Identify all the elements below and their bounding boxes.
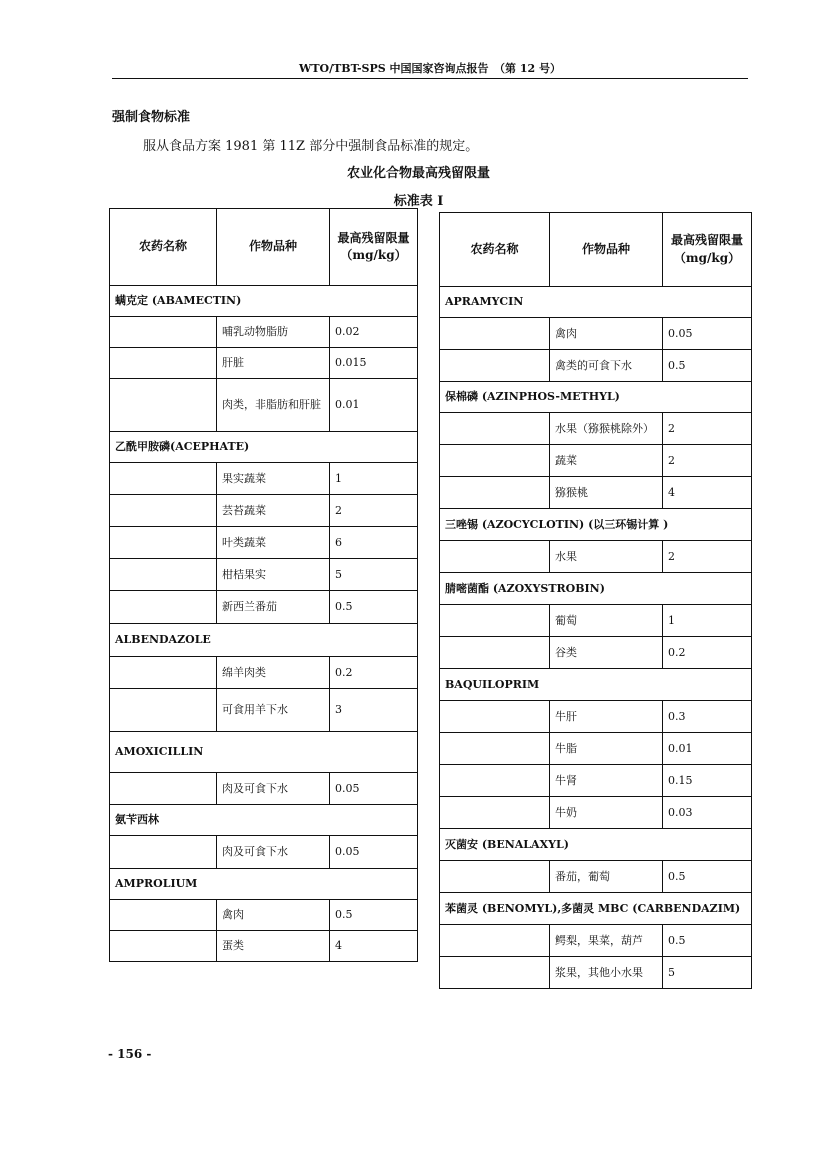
column-header-mrl: 最高残留限量（mg/kg） — [330, 209, 418, 286]
table-subtitle: 标准表 I — [393, 194, 444, 209]
intro-paragraph: 服从食品方案 1981 第 11Z 部分中强制食品标准的规定。 — [143, 139, 479, 154]
empty-cell — [110, 657, 217, 689]
table-row — [440, 957, 752, 989]
empty-cell — [110, 463, 217, 495]
crop-cell: 谷类 — [550, 637, 663, 669]
column-header-crop: 作物品种 — [550, 213, 663, 287]
column-header-pesticide: 农药名称 — [110, 209, 217, 286]
page-number: - 156 - — [108, 1047, 152, 1061]
mrl-cell: 0.5 — [330, 900, 418, 931]
mrl-cell: 5 — [663, 957, 752, 989]
table-row — [110, 836, 418, 869]
empty-cell — [110, 931, 217, 962]
residue-table-right — [439, 212, 752, 989]
mrl-cell: 4 — [330, 931, 418, 962]
mrl-cell: 0.3 — [663, 701, 752, 733]
table-row — [110, 689, 418, 732]
mrl-cell: 0.05 — [663, 318, 752, 350]
empty-cell — [440, 925, 550, 957]
empty-cell — [440, 765, 550, 797]
table-row — [440, 701, 752, 733]
empty-cell — [110, 900, 217, 931]
mrl-cell: 0.03 — [663, 797, 752, 829]
crop-cell: 哺乳动物脂肪 — [217, 317, 330, 348]
mrl-cell: 2 — [663, 413, 752, 445]
table-row — [440, 541, 752, 573]
crop-cell: 牛肾 — [550, 765, 663, 797]
mrl-cell: 0.2 — [663, 637, 752, 669]
crop-cell: 牛奶 — [550, 797, 663, 829]
table-row — [110, 931, 418, 962]
pesticide-group-row — [440, 829, 752, 861]
mrl-cell: 2 — [330, 495, 418, 527]
table-row — [110, 773, 418, 805]
table-row — [110, 559, 418, 591]
crop-cell: 新西兰番茄 — [217, 591, 330, 624]
crop-cell: 芸苔蔬菜 — [217, 495, 330, 527]
crop-cell: 可食用羊下水 — [217, 689, 330, 732]
crop-cell: 葡萄 — [550, 605, 663, 637]
column-header-crop: 作物品种 — [217, 209, 330, 286]
table-title: 农业化合物最高残留限量 — [346, 166, 490, 181]
pesticide-group-row — [440, 669, 752, 701]
empty-cell — [110, 527, 217, 559]
pesticide-group-row — [440, 382, 752, 413]
crop-cell: 叶类蔬菜 — [217, 527, 330, 559]
pesticide-name: AMPROLIUM — [110, 869, 418, 900]
crop-cell: 禽肉 — [217, 900, 330, 931]
crop-cell: 猕猴桃 — [550, 477, 663, 509]
table-row — [110, 591, 418, 624]
crop-cell: 柑桔果实 — [217, 559, 330, 591]
pesticide-name: 三唑锡 (AZOCYCLOTIN) (以三环锡计算 ) — [440, 509, 752, 541]
crop-cell: 肉及可食下水 — [217, 836, 330, 869]
mrl-cell: 0.02 — [330, 317, 418, 348]
empty-cell — [440, 477, 550, 509]
pesticide-name: 螨克定 (ABAMECTIN) — [110, 286, 418, 317]
crop-cell: 肝脏 — [217, 348, 330, 379]
empty-cell — [110, 689, 217, 732]
mrl-cell: 2 — [663, 541, 752, 573]
mrl-cell: 6 — [330, 527, 418, 559]
empty-cell — [440, 318, 550, 350]
empty-cell — [110, 559, 217, 591]
crop-cell: 肉类，非脂肪和肝脏 — [217, 379, 330, 432]
empty-cell — [110, 348, 217, 379]
table-row — [440, 637, 752, 669]
empty-cell — [440, 541, 550, 573]
pesticide-group-row — [110, 432, 418, 463]
empty-cell — [440, 350, 550, 382]
empty-cell — [440, 445, 550, 477]
table-row — [440, 318, 752, 350]
section-title: 强制食物标准 — [112, 110, 191, 125]
table-row — [440, 925, 752, 957]
empty-cell — [110, 773, 217, 805]
crop-cell: 肉及可食下水 — [217, 773, 330, 805]
crop-cell: 蔬菜 — [550, 445, 663, 477]
crop-cell: 蛋类 — [217, 931, 330, 962]
empty-cell — [440, 733, 550, 765]
mrl-cell: 4 — [663, 477, 752, 509]
table-row — [440, 477, 752, 509]
pesticide-name: ALBENDAZOLE — [110, 624, 418, 657]
mrl-cell: 1 — [330, 463, 418, 495]
pesticide-name: AMOXICILLIN — [110, 732, 418, 773]
pesticide-group-row — [440, 287, 752, 318]
mrl-cell: 0.5 — [330, 591, 418, 624]
table-row — [110, 379, 418, 432]
table-row — [440, 733, 752, 765]
mrl-cell: 0.5 — [663, 861, 752, 893]
crop-cell: 水果（猕猴桃除外） — [550, 413, 663, 445]
pesticide-name: 氨苄西林 — [110, 805, 418, 836]
empty-cell — [440, 701, 550, 733]
running-header: WTO/TBT-SPS 中国国家咨询点报告 （第 12 号） — [298, 62, 561, 75]
mrl-cell: 0.05 — [330, 836, 418, 869]
empty-cell — [440, 957, 550, 989]
empty-cell — [110, 317, 217, 348]
pesticide-name: 乙酰甲胺磷(ACEPHATE) — [110, 432, 418, 463]
pesticide-group-row — [440, 893, 752, 925]
mrl-cell: 0.01 — [330, 379, 418, 432]
empty-cell — [110, 495, 217, 527]
crop-cell: 牛脂 — [550, 733, 663, 765]
mrl-cell: 5 — [330, 559, 418, 591]
mrl-cell: 0.015 — [330, 348, 418, 379]
crop-cell: 禽肉 — [550, 318, 663, 350]
crop-cell: 水果 — [550, 541, 663, 573]
mrl-cell: 2 — [663, 445, 752, 477]
pesticide-name: 灭菌安 (BENALAXYL) — [440, 829, 752, 861]
table-row — [110, 463, 418, 495]
pesticide-name: 腈嘧菌酯 (AZOXYSTROBIN) — [440, 573, 752, 605]
pesticide-name: APRAMYCIN — [440, 287, 752, 318]
empty-cell — [440, 797, 550, 829]
residue-table-left — [109, 208, 418, 962]
table-row — [440, 605, 752, 637]
table-row — [440, 861, 752, 893]
table-row — [440, 350, 752, 382]
mrl-cell: 1 — [663, 605, 752, 637]
table-row — [110, 317, 418, 348]
table-row — [440, 765, 752, 797]
crop-cell: 禽类的可食下水 — [550, 350, 663, 382]
pesticide-group-row — [110, 805, 418, 836]
mrl-cell: 0.2 — [330, 657, 418, 689]
mrl-cell: 0.15 — [663, 765, 752, 797]
empty-cell — [440, 605, 550, 637]
table-row — [440, 445, 752, 477]
crop-cell: 牛肝 — [550, 701, 663, 733]
empty-cell — [110, 379, 217, 432]
pesticide-group-row — [440, 509, 752, 541]
table-row — [440, 413, 752, 445]
table-row — [110, 348, 418, 379]
empty-cell — [440, 637, 550, 669]
crop-cell: 果实蔬菜 — [217, 463, 330, 495]
crop-cell: 浆果，其他小水果 — [550, 957, 663, 989]
column-header-mrl: 最高残留限量（mg/kg） — [663, 213, 752, 287]
empty-cell — [110, 836, 217, 869]
pesticide-group-row — [440, 573, 752, 605]
pesticide-name: BAQUILOPRIM — [440, 669, 752, 701]
crop-cell: 番茄，葡萄 — [550, 861, 663, 893]
pesticide-group-row — [110, 732, 418, 773]
mrl-cell: 0.05 — [330, 773, 418, 805]
crop-cell: 鳄梨，果菜，葫芦 — [550, 925, 663, 957]
empty-cell — [440, 413, 550, 445]
mrl-cell: 0.5 — [663, 925, 752, 957]
pesticide-group-row — [110, 286, 418, 317]
table-header-row — [110, 209, 418, 286]
pesticide-group-row — [110, 624, 418, 657]
column-header-pesticide: 农药名称 — [440, 213, 550, 287]
table-row — [110, 657, 418, 689]
crop-cell: 绵羊肉类 — [217, 657, 330, 689]
empty-cell — [440, 861, 550, 893]
table-row — [110, 900, 418, 931]
pesticide-group-row — [110, 869, 418, 900]
pesticide-name: 保棉磷 (AZINPHOS-METHYL) — [440, 382, 752, 413]
mrl-cell: 0.5 — [663, 350, 752, 382]
table-row — [110, 495, 418, 527]
header-rule — [112, 78, 748, 79]
table-header-row — [440, 213, 752, 287]
table-row — [440, 797, 752, 829]
mrl-cell: 3 — [330, 689, 418, 732]
empty-cell — [110, 591, 217, 624]
table-row — [110, 527, 418, 559]
mrl-cell: 0.01 — [663, 733, 752, 765]
pesticide-name: 苯菌灵 (BENOMYL),多菌灵 MBC (CARBENDAZIM) — [440, 893, 752, 925]
